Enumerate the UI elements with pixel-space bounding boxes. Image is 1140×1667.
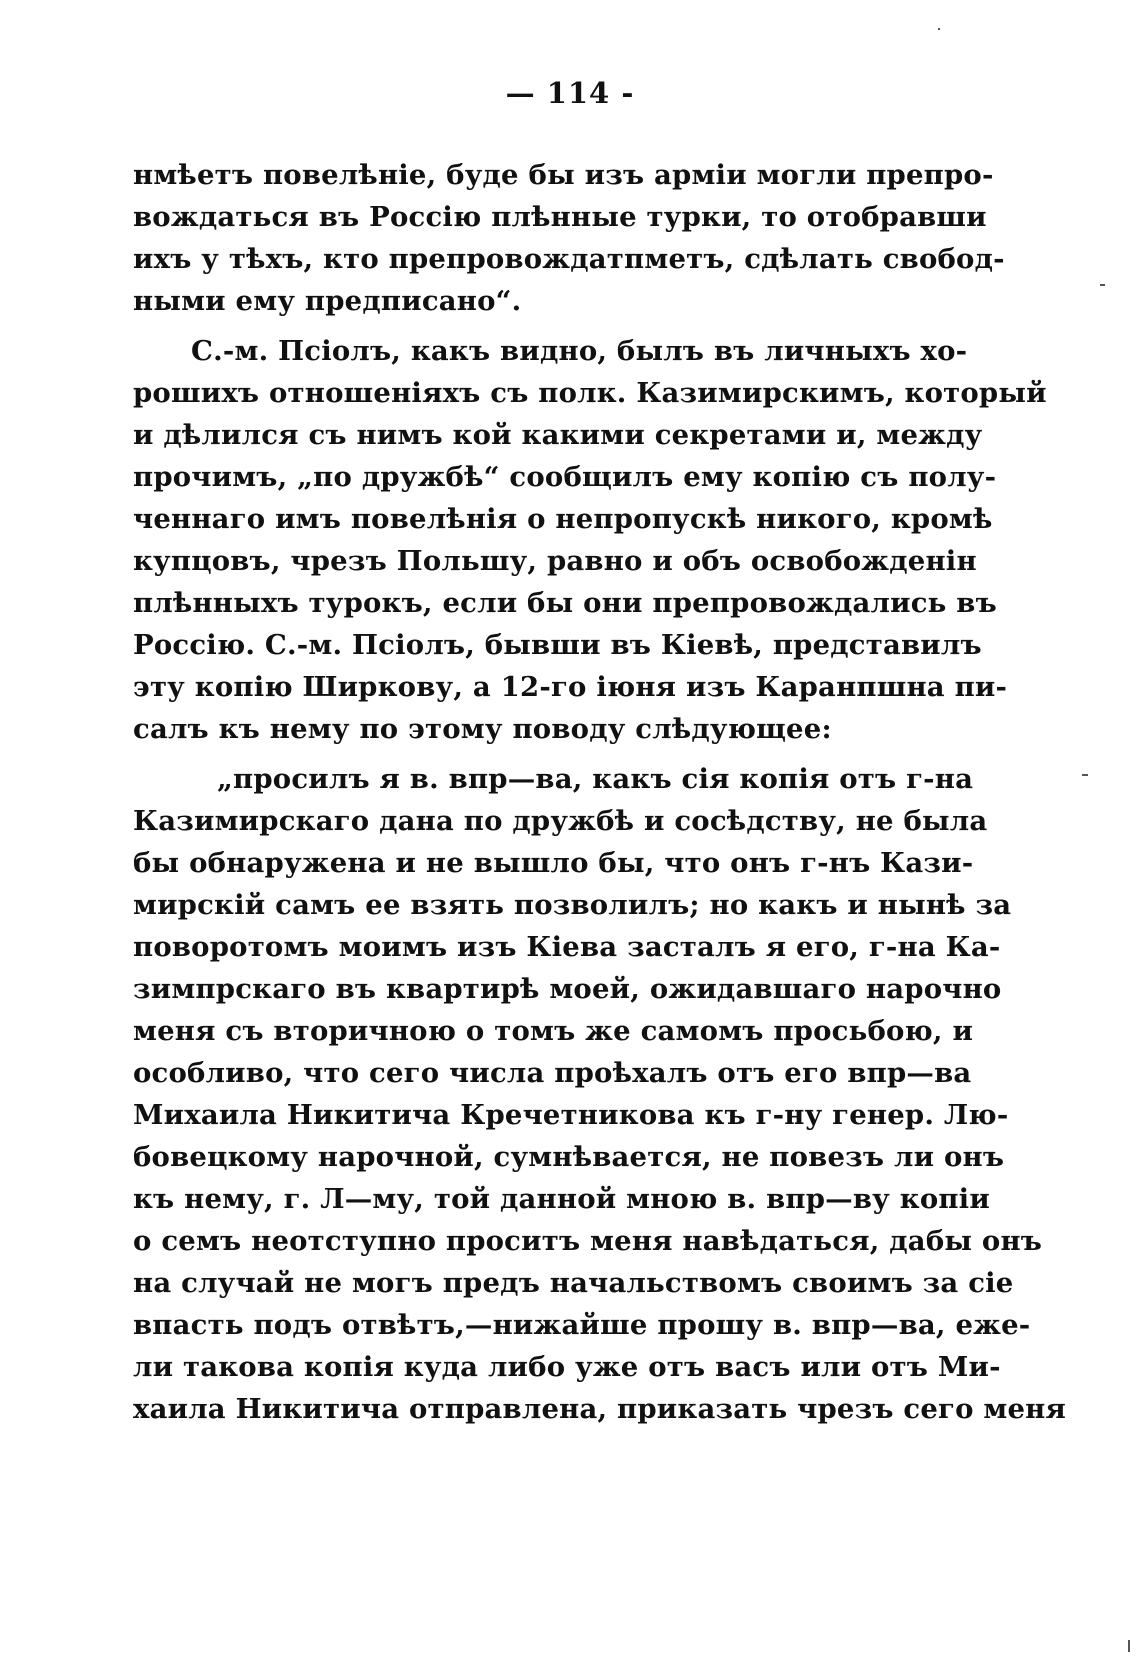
page-number: — 114 -	[505, 76, 635, 110]
speck	[938, 28, 940, 30]
paragraph-gap	[133, 750, 965, 758]
text-line: къ нему, г. Л—му, той данной мною в. впр—ву копіи	[133, 1183, 990, 1215]
text-line: на случай не могъ предъ начальствомъ своимъ за сіе	[133, 1267, 1014, 1299]
text-line: хаила Никитича отправлена, приказать чрезъ сего меня	[133, 1393, 1067, 1425]
text-line: ихъ у тѣхъ, кто препровождатпметъ, сдѣлать свобод-	[133, 243, 1005, 275]
paragraph-gap	[133, 322, 965, 330]
paragraph	[133, 154, 1005, 322]
paragraph	[133, 330, 1047, 750]
text-line: бы обнаружена и не вышло бы, что онъ г-нъ Кази-	[133, 847, 974, 879]
speck	[1082, 774, 1088, 776]
text-line: меня съ вторичною о томъ же самомъ просьбою, и	[133, 1015, 974, 1047]
text-line: ными ему предписано“.	[133, 285, 522, 317]
text-line: вождаться въ Россію плѣнные турки, то отобравши	[133, 201, 987, 233]
text-line: мирскій самъ ее взять позволилъ; но какъ и нынѣ за	[133, 889, 1012, 921]
text-line: купцовъ, чрезъ Польшу, равно и объ освобожденін	[133, 545, 977, 577]
text-line: Россію. С.-м. Псіолъ, бывши въ Кіевѣ, представилъ	[133, 629, 982, 661]
text-line: Казимирскаго дана по дружбѣ и сосѣдству, не была	[133, 805, 988, 837]
text-line: бовецкому нарочной, сумнѣвается, не повезъ ли онъ	[133, 1141, 1005, 1173]
text-line: впасть подъ отвѣтъ,—нижайше прошу в. впр—ва, еже-	[133, 1309, 1031, 1341]
text-line: зимпрскаго въ квартирѣ моей, ожидавшаго нарочно	[133, 973, 1002, 1005]
text-line: эту копію Ширкову, а 12-го іюня изъ Каранпшна пи-	[133, 671, 1008, 703]
text-line: Михаила Никитича Кречетникова къ г-ну генер. Лю-	[133, 1099, 1009, 1131]
text-line: плѣнныхъ турокъ, если бы они препровождались въ	[133, 587, 997, 619]
text-line: рошихъ отношеніяхъ съ полк. Казимирскимъ, который	[133, 377, 1047, 409]
paragraph	[133, 758, 1067, 1430]
text-line: С.-м. Псіолъ, какъ видно, былъ въ личныхъ хо-	[191, 335, 968, 367]
text-line: поворотомъ моимъ изъ Кіева засталъ я его, г-на Ка-	[133, 931, 1001, 963]
text-line: и дѣлился съ нимъ кой какими секретами и, между	[133, 419, 983, 451]
text-line: салъ къ нему по этому поводу слѣдующее:	[133, 713, 832, 745]
text-line: ли такова копія куда либо уже отъ васъ или отъ Ми-	[133, 1351, 1001, 1383]
text-line: о семъ неотступно проситъ меня навѣдаться, дабы онъ	[133, 1225, 1043, 1257]
text-line: нмѣетъ повелѣніе, буде бы изъ арміи могли препро-	[133, 159, 994, 191]
text-line: особливо, что сего числа проѣхалъ отъ его впр—ва	[133, 1057, 972, 1089]
text-line: ченнаго имъ повелѣнія о непропускѣ никого, кромѣ	[133, 503, 993, 535]
text-line: прочимъ, „по дружбѣ“ сообщилъ ему копію съ полу-	[133, 461, 997, 493]
body-text	[133, 154, 1067, 1430]
speck	[1100, 284, 1105, 286]
speck	[1128, 1640, 1130, 1652]
text-line: „просилъ я в. впр—ва, какъ сія копія отъ г-на	[217, 763, 974, 795]
